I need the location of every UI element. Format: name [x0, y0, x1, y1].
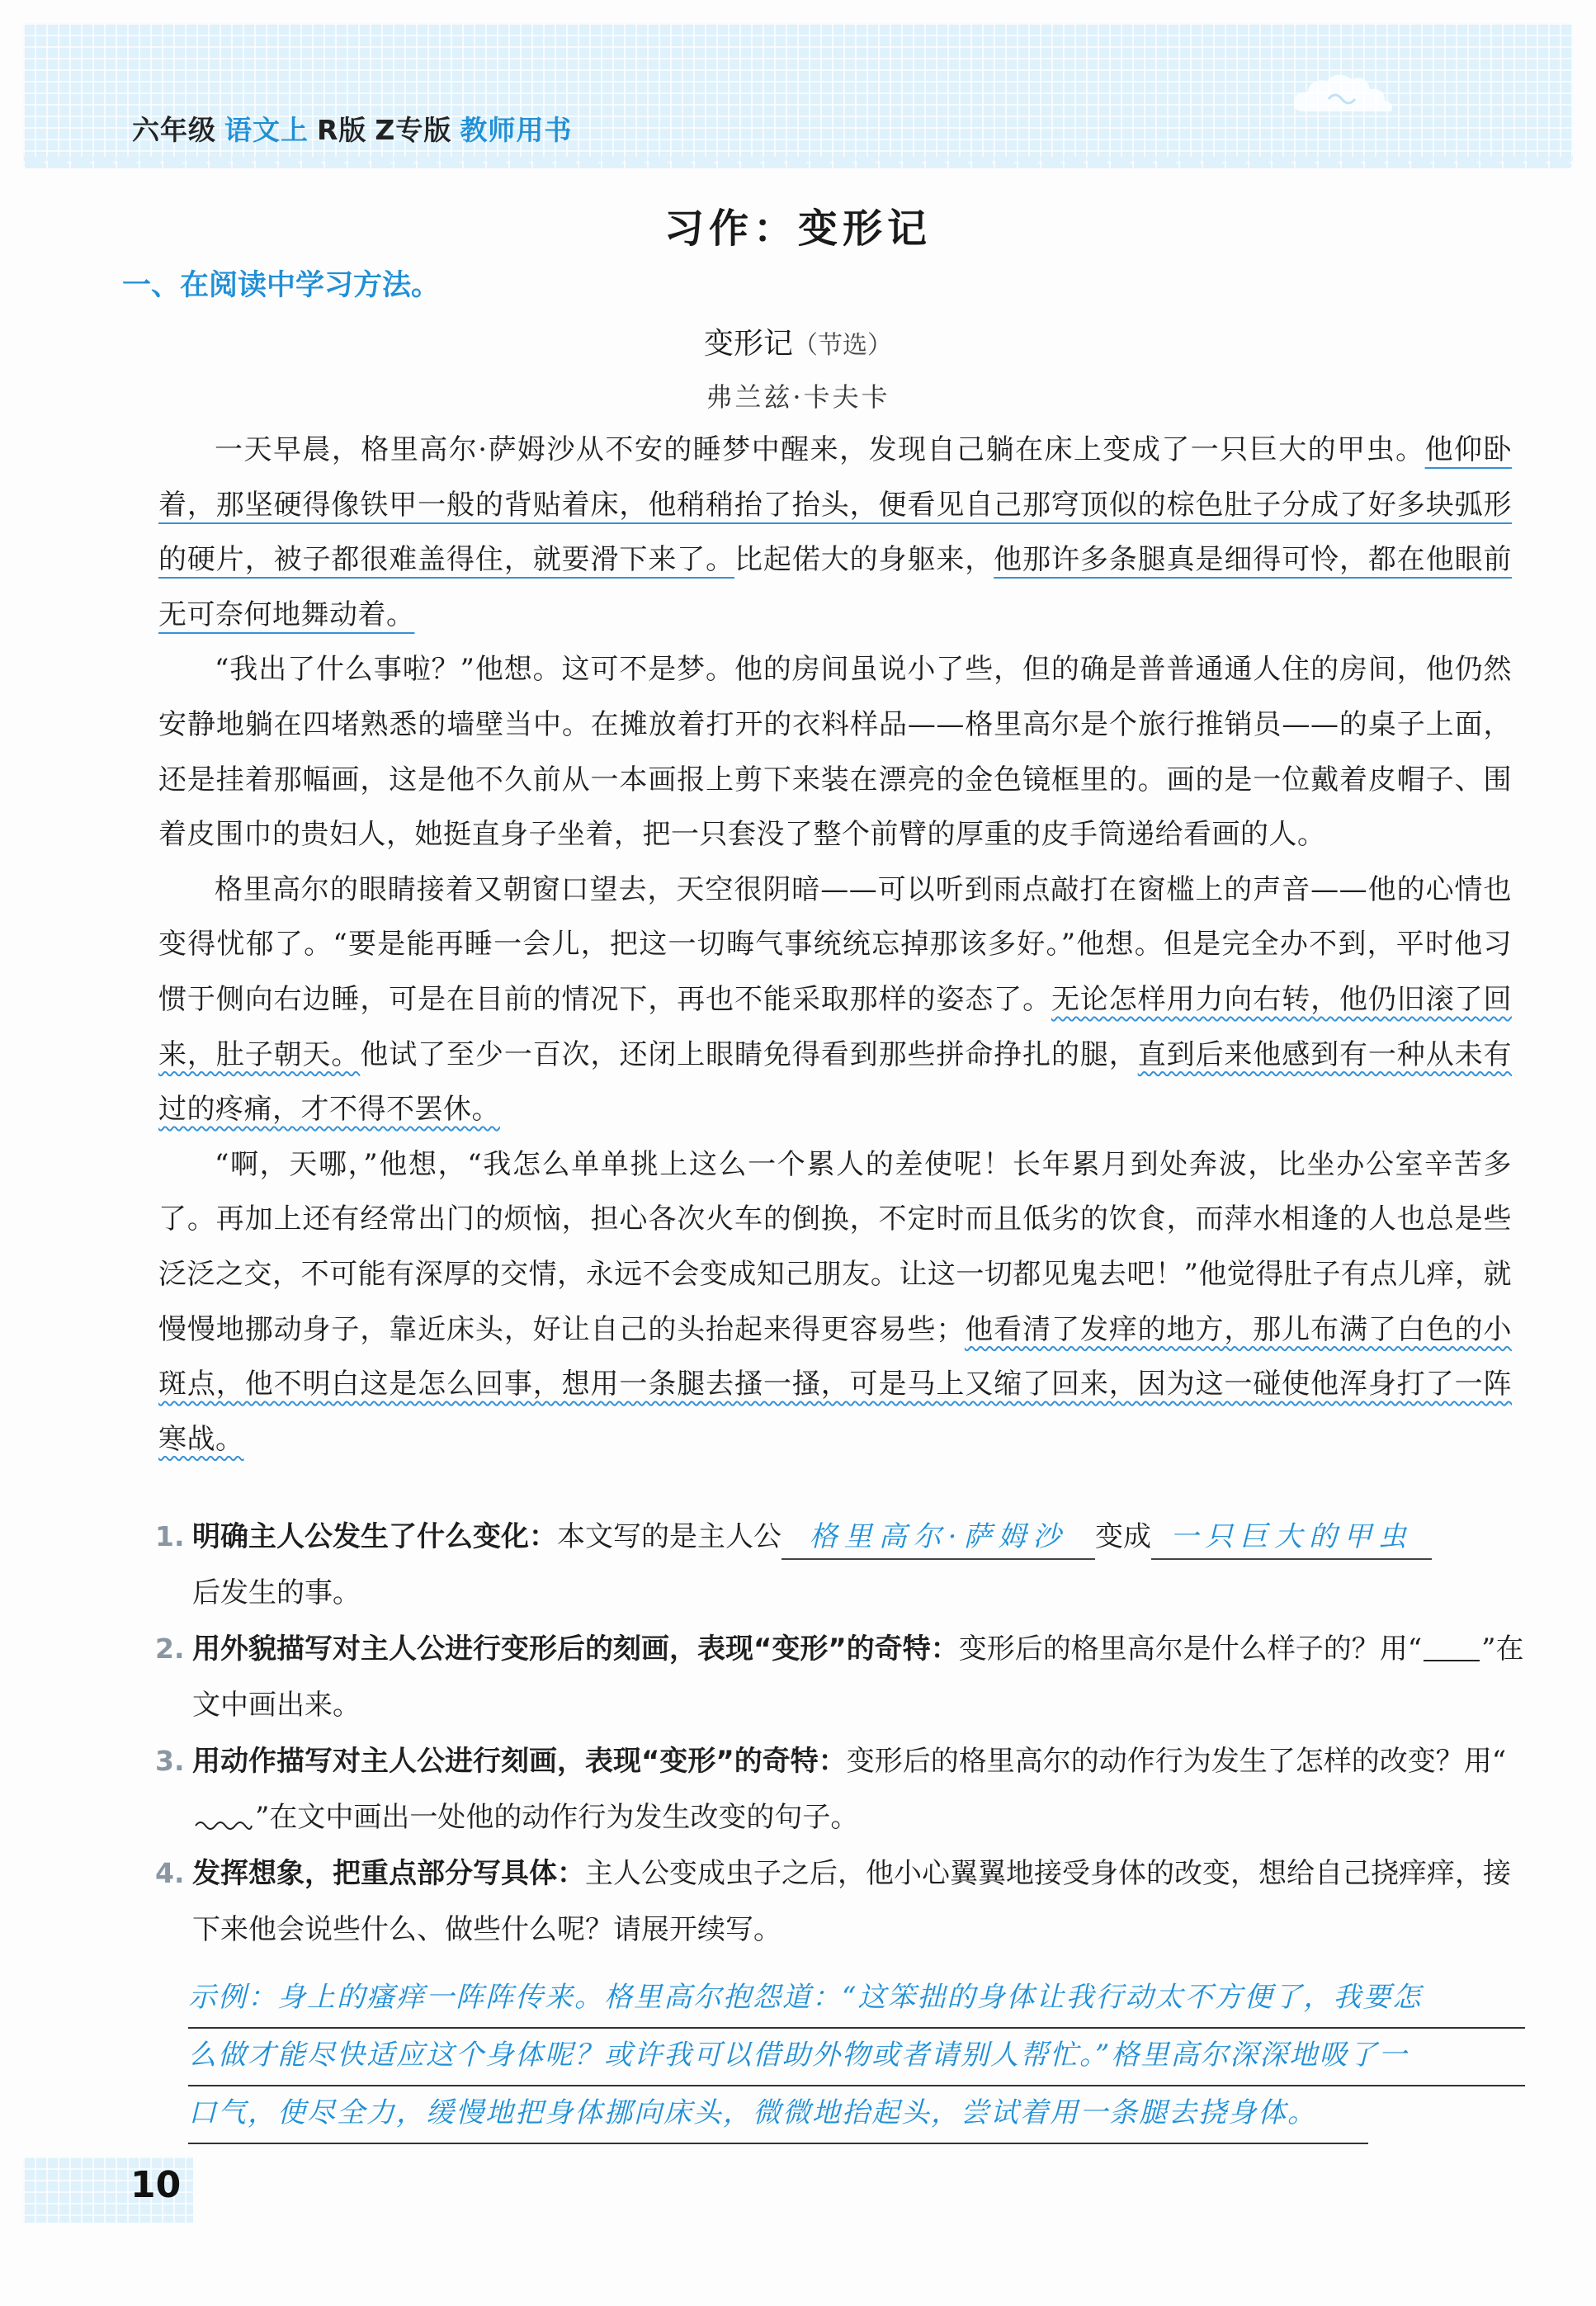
question-list	[155, 1509, 1525, 1958]
paragraph-4	[158, 1137, 1512, 1467]
straight-line-mark	[1424, 1660, 1480, 1661]
p3-wavy-2: 直到后来他感到有一种从未有过的疼痛，才不得不罢休。	[158, 1037, 1513, 1127]
answer-area[interactable]	[188, 1971, 1525, 2144]
question-text: 变形后的格里高尔的动作行为发生了怎样的改变？用“	[846, 1745, 1507, 1778]
page-number: 10	[130, 2164, 182, 2206]
p3-text-a: 格里高尔的眼睛接着又朝窗口望去，天空很阴暗——可以听到雨点敲打在窗槛上的声音——他的心情也变得忧郁了。“要是能再睡一会儿，把这一切晦气事统统忘掉那该多好。”他想。但是完全办不到，平时他习惯于侧向右边睡，可是在目前的情况下，再也不能采取那样的姿态了。	[158, 872, 1512, 1016]
question-1	[155, 1509, 1525, 1621]
header-special: Z专版	[375, 114, 452, 146]
paragraph-2: “我出了什么事啦？”他想。这可不是梦。他的房间虽说小了些，但的确是普普通通人住的房间，他仍然安静地躺在四堵熟悉的墙壁当中。在摊放着打开的衣料样品——格里高尔是个旅行推销员——的桌子上面，还是挂着那幅画，这是他不久前从一本画报上剪下来装在漂亮的金色镜框里的。画的是一位戴着皮帽子、围着皮围巾的贵妇人，她挺直身子坐着，把一只套没了整个前臂的厚重的皮手筒递给看画的人。	[158, 653, 1512, 852]
question-text: ”在文中画出一处他的动作行为发生改变的句子。	[255, 1801, 859, 1834]
page-title: 习作：变形记	[663, 206, 932, 252]
question-number: 3.	[155, 1745, 185, 1777]
question-4	[155, 1845, 1525, 1958]
article-author: 弗兰兹·卡夫卡	[706, 381, 890, 413]
question-text: 后发生的事。	[192, 1576, 361, 1609]
answer-line-2: 么做才能尽快适应这个身体呢？或许我可以借助外物或者请别人帮忙。”格里高尔深深地吸了一	[188, 2029, 1525, 2086]
answer-blank-2[interactable]: 一只巨大的甲虫	[1151, 1515, 1432, 1560]
question-text: ”在文中画出来。	[192, 1633, 1524, 1722]
question-number: 1.	[155, 1520, 185, 1552]
p4-text-a: “啊，天哪，”他想，“我怎么单单挑上这么一个累人的差使呢！长年累月到处奔波，比坐办公室辛苦多了。再加上还有经常出门的烦恼，担心各次火车的倒换，不定时而且低劣的饮食，而萍水相逢的人也总是些泛泛之交，不可能有深厚的交情，永远不会变成知己朋友。让这一切都见鬼去吧！”他觉得肚子有点儿痒，就慢慢地挪动身子，靠近床头，好让自己的头抬起来得更容易些；	[158, 1147, 1512, 1346]
header-book-type: 教师用书	[460, 114, 573, 146]
question-label: 发挥想象，把重点部分写具体：	[192, 1857, 585, 1890]
article-title	[0, 320, 1596, 362]
question-2	[155, 1621, 1525, 1733]
header-info	[132, 109, 572, 148]
question-label: 用外貌描写对主人公进行变形后的刻画，表现“变形”的奇特：	[192, 1633, 959, 1666]
question-number: 2.	[155, 1633, 185, 1665]
question-label: 明确主人公发生了什么变化：	[192, 1520, 557, 1553]
question-text: 变成	[1095, 1520, 1151, 1553]
p3-wavy-1: 无论怎样用力向右转，他仍旧滚了回来，肚子朝天。	[158, 982, 1513, 1071]
header-subject: 语文上	[224, 114, 309, 146]
question-3	[155, 1733, 1525, 1845]
p1-underline-1: 他仰卧着，那坚硬得像铁甲一般的背贴着床，他稍稍抬了抬头，便看见自己那穹顶似的棕色肚子分成了好多块弧形的硬片，被子都很难盖得住，就要滑下来了。	[158, 433, 1513, 577]
answer-line-3: 口气，使尽全力，缓慢地把身体挪向床头，微微地抬起头，尝试着用一条腿去挠身体。	[188, 2086, 1368, 2144]
question-text: 本文写的是主人公	[557, 1520, 781, 1553]
question-label: 用动作描写对主人公进行刻画，表现“变形”的奇特：	[192, 1745, 847, 1778]
header-edition: R版	[317, 114, 367, 146]
article-title-note: （节选）	[793, 331, 892, 360]
paragraph-3	[158, 862, 1512, 1137]
cloud-icon	[1287, 66, 1419, 124]
header-grade: 六年级	[132, 114, 216, 146]
p1-underline-2: 他那许多条腿真是细得可怜，都在他眼前无可奈何地舞动着。	[158, 543, 1513, 631]
article-title-text: 变形记	[703, 327, 793, 361]
answer-line-1: 示例：身上的瘙痒一阵阵传来。格里高尔抱怨道：“这笨拙的身体让我行动太不方便了，我要怎	[188, 1971, 1525, 2029]
question-number: 4.	[155, 1857, 185, 1889]
p1-text-b: 比起偌大的身躯来，	[734, 543, 994, 577]
paragraph-1	[158, 423, 1512, 642]
question-text: 主人公变成虫子之后，他小心翼翼地接受身体的改变，想给自己挠痒痒，接下来他会说些什么、做些什么呢？请展开续写。	[192, 1857, 1511, 1946]
section-heading: 一、在阅读中学习方法。	[122, 269, 441, 302]
article-body	[158, 423, 1512, 1467]
p3-text-b: 他试了至少一百次，还闭上眼睛免得看到那些拼命挣扎的腿，	[360, 1037, 1138, 1071]
p4-wavy-1: 他看清了发痒的地方，那儿布满了白色的小斑点，他不明白这是怎么回事，想用一条腿去搔一搔，可是马上又缩了回来，因为这一碰使他浑身打了一阵寒战。	[158, 1312, 1512, 1456]
wavy-line-mark	[194, 1820, 253, 1831]
question-text: 变形后的格里高尔是什么样子的？用“	[958, 1633, 1423, 1666]
p1-text-a: 一天早晨，格里高尔·萨姆沙从不安的睡梦中醒来，发现自己躺在床上变成了一只巨大的甲虫。	[215, 433, 1425, 466]
answer-blank-1[interactable]: 格里高尔·萨姆沙	[781, 1515, 1095, 1560]
